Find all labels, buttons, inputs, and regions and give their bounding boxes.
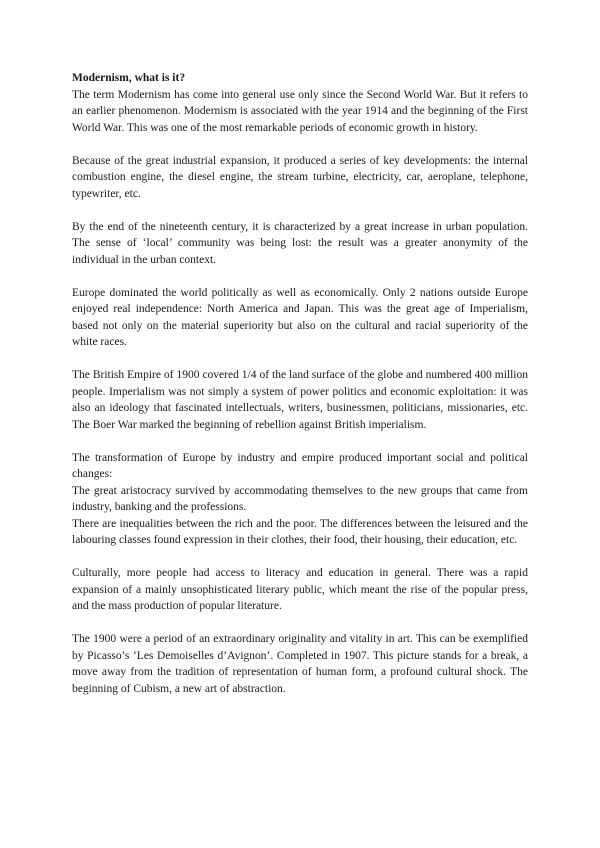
paragraph-british-empire: The British Empire of 1900 covered 1/4 of the land surface of the globe and numbered 400 million people. Imperialism was not simply a system of power politics and economic exploitation: it was also an ideology that fascinated intellectuals, writers, businessmen, politicians, missionaries, etc. The Boer War marked the beginning of rebellion against British imperialism. — [72, 369, 528, 431]
paragraph-art-1900: The 1900 were a period of an extraordinary originality and vitality in art. This can be exemplified by Picasso’s ‘Les Demoiselles d’Avignon’. Completed in 1907. This picture stands for a break, a move away from the tradition of representation of human form, a profound cultural shock. The beginning of Cubism, a new art of abstraction. — [72, 633, 528, 695]
paragraph-industrial-expansion: Because of the great industrial expansion, it produced a series of key developments: the internal combustion engine, the diesel engine, the stream turbine, electricity, car, aeroplane, telephone, typewriter, etc. — [72, 154, 528, 200]
document-title: Modernism, what is it? — [72, 72, 186, 84]
document-page — [72, 70, 528, 714]
paragraph-modernism-intro: The term Modernism has come into general use only since the Second World War. But it refers to an earlier phenomenon. Modernism is associated with the year 1914 and the beginning of the First World War. This was one of the most remarkable periods of economic growth in history. — [72, 88, 528, 134]
paragraph-inequalities: There are inequalities between the rich and the poor. The differences between the leisured and the labouring classes found expression in their clothes, their food, their housing, their education, etc. — [72, 517, 528, 546]
paragraph-transformation: The transformation of Europe by industry and empire produced important social and political changes: — [72, 451, 528, 480]
paragraph-europe-dominance: Europe dominated the world politically as well as economically. Only 2 nations outside Europe enjoyed real independence: North America and Japan. This was the great age of Imperialism, based not only on the material superiority but also on the cultural and racial superiority of the white races. — [72, 286, 528, 348]
paragraph-urban-population: By the end of the nineteenth century, it is characterized by a great increase in urban population. The sense of ‘local’ community was being lost: the result was a greater anonymity of the individual in the urban context. — [72, 220, 528, 266]
paragraph-cultural-literacy: Culturally, more people had access to literacy and education in general. There was a rapid expansion of a mainly unsophisticated literary public, which meant the rise of the popular press, and the mass production of popular literature. — [72, 567, 528, 612]
paragraph-aristocracy: The great aristocracy survived by accommodating themselves to the new groups that came from industry, banking and the professions. — [72, 484, 528, 513]
